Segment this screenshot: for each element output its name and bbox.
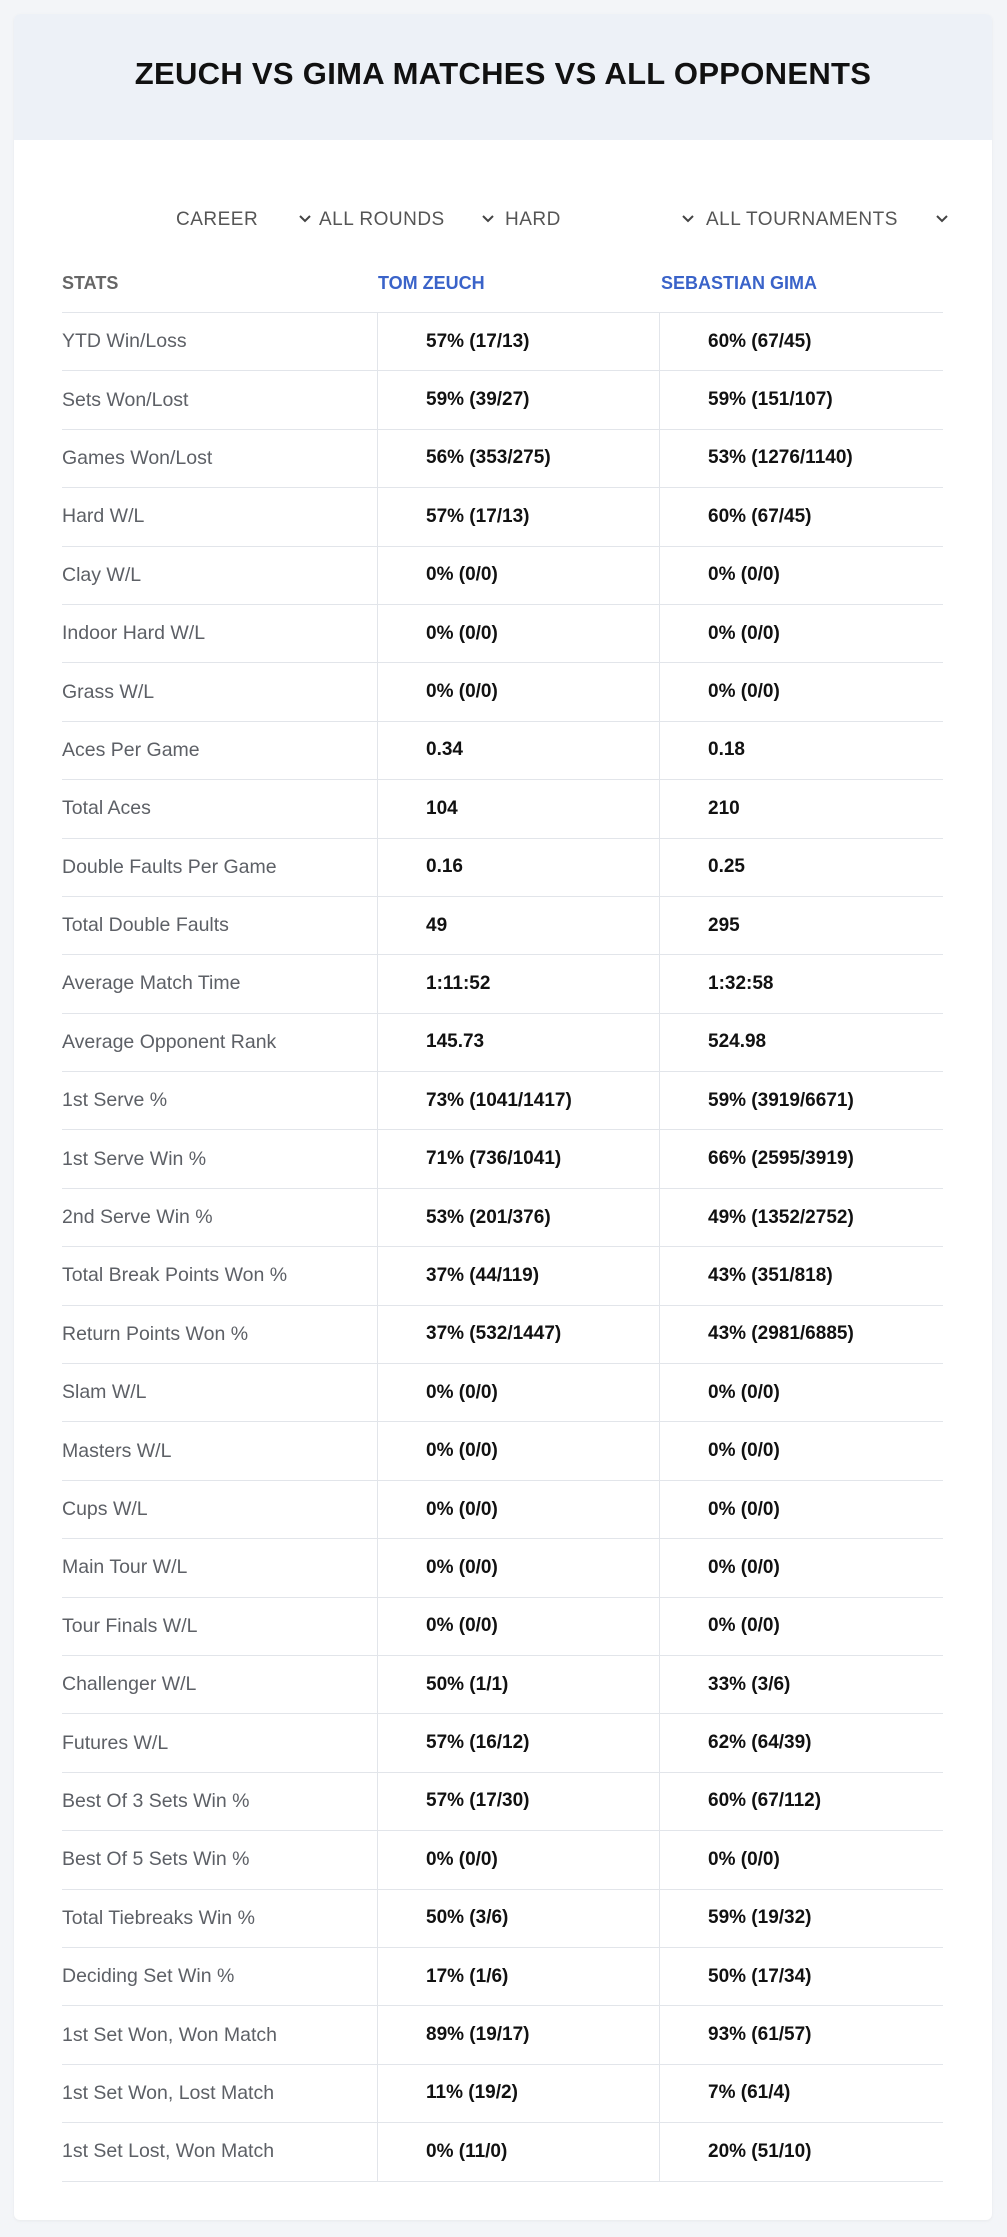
player2-value: 524.98 — [708, 1031, 767, 1053]
table-row — [62, 1539, 943, 1597]
table-row — [62, 722, 943, 780]
tournaments-select[interactable] — [706, 192, 898, 248]
player1-value: 1:11:52 — [426, 972, 491, 994]
player1-value: 57% (17/13) — [426, 505, 530, 527]
player1-value: 50% (3/6) — [426, 1907, 509, 1929]
player2-value: 59% (151/107) — [708, 389, 833, 411]
table-row — [62, 1773, 943, 1831]
stat-label: Cups W/L — [62, 1498, 148, 1520]
player2-value: 0% (0/0) — [708, 1381, 780, 1403]
player1-value: 0% (0/0) — [426, 1848, 498, 1870]
player2-value: 43% (2981/6885) — [708, 1323, 854, 1345]
tournaments-select-value: ALL TOURNAMENTS — [706, 209, 898, 230]
player1-value: 57% (16/12) — [426, 1732, 530, 1754]
stat-label: 1st Set Won, Lost Match — [62, 2081, 275, 2104]
stat-label: Hard W/L — [62, 505, 145, 528]
table-row — [62, 1189, 943, 1247]
table-row — [62, 488, 943, 546]
player1-value: 0.34 — [426, 739, 463, 761]
stat-label: Games Won/Lost — [62, 446, 213, 469]
table-row — [62, 1130, 943, 1188]
table-row — [62, 1481, 943, 1539]
player2-value: 0% (0/0) — [708, 1440, 780, 1462]
stat-label: 1st Set Lost, Won Match — [62, 2140, 275, 2163]
player1-value: 0% (0/0) — [426, 564, 498, 586]
player1-value: 71% (736/1041) — [426, 1148, 562, 1170]
table-row — [62, 663, 943, 721]
table-row — [62, 371, 943, 429]
player2-value: 93% (61/57) — [708, 2024, 812, 2046]
stat-label: Total Tiebreaks Win % — [62, 1906, 255, 1929]
surface-select-value: HARD — [505, 209, 561, 230]
player2-value: 7% (61/4) — [708, 2082, 791, 2104]
player1-value: 104 — [426, 797, 458, 819]
player2-value: 0% (0/0) — [708, 1556, 780, 1578]
stat-label: 1st Set Won, Won Match — [62, 2023, 277, 2046]
table-row — [62, 1598, 943, 1656]
stat-label: Tour Finals W/L — [62, 1614, 198, 1637]
stat-label: YTD Win/Loss — [62, 330, 187, 353]
player2-value: 59% (19/32) — [708, 1907, 812, 1929]
player2-column-header[interactable]: SEBASTIAN GIMA — [661, 273, 818, 293]
table-row — [62, 1656, 943, 1714]
stat-label: Total Aces — [62, 797, 151, 820]
player1-value: 49 — [426, 914, 448, 936]
table-row — [62, 1714, 943, 1772]
table-row — [62, 839, 943, 897]
player1-value: 89% (19/17) — [426, 2024, 530, 2046]
player2-value: 1:32:58 — [708, 972, 774, 994]
table-row — [62, 780, 943, 838]
player1-value: 0% (0/0) — [426, 622, 498, 644]
player2-value: 60% (67/112) — [708, 1790, 822, 1812]
table-row — [62, 1948, 943, 2006]
table-row — [62, 1831, 943, 1889]
table-row — [62, 897, 943, 955]
surface-select[interactable] — [505, 192, 561, 248]
player2-value: 20% (51/10) — [708, 2140, 812, 2162]
table-row — [62, 1890, 943, 1948]
stat-label: Slam W/L — [62, 1381, 147, 1404]
player2-value: 50% (17/34) — [708, 1965, 812, 1987]
player2-value: 0% (0/0) — [708, 1498, 780, 1520]
stat-label: 2nd Serve Win % — [62, 1206, 213, 1229]
stat-label: Average Opponent Rank — [62, 1030, 277, 1053]
table-row — [62, 1014, 943, 1072]
chevron-down-icon — [933, 210, 951, 228]
stat-label: Indoor Hard W/L — [62, 622, 206, 645]
player2-value: 295 — [708, 914, 740, 936]
player2-value: 0% (0/0) — [708, 622, 780, 644]
rounds-select[interactable] — [319, 192, 445, 248]
stat-label: Best Of 3 Sets Win % — [62, 1789, 250, 1812]
player1-value: 53% (201/376) — [426, 1206, 551, 1228]
player1-value: 57% (17/30) — [426, 1790, 530, 1812]
stat-label: Total Double Faults — [62, 914, 229, 937]
player1-value: 37% (532/1447) — [426, 1323, 562, 1345]
player2-value: 49% (1352/2752) — [708, 1206, 854, 1228]
player2-value: 0% (0/0) — [708, 1615, 780, 1637]
player1-value: 57% (17/13) — [426, 330, 530, 352]
player1-value: 56% (353/275) — [426, 447, 551, 469]
player1-value: 0% (0/0) — [426, 1615, 498, 1637]
player2-value: 0.18 — [708, 739, 745, 761]
player1-value: 0% (0/0) — [426, 1440, 498, 1462]
table-row — [62, 955, 943, 1013]
stat-label: Aces Per Game — [62, 738, 200, 761]
player2-value: 43% (351/818) — [708, 1264, 833, 1286]
stat-label: Best Of 5 Sets Win % — [62, 1848, 250, 1871]
player2-value: 66% (2595/3919) — [708, 1148, 854, 1170]
stat-label: Total Break Points Won % — [62, 1264, 288, 1287]
table-row — [62, 430, 943, 488]
player2-value: 59% (3919/6671) — [708, 1089, 854, 1111]
player1-value: 0% (11/0) — [426, 2140, 508, 2162]
stat-label: Double Faults Per Game — [62, 855, 277, 878]
player1-value: 0% (0/0) — [426, 1381, 498, 1403]
chevron-down-icon — [296, 210, 314, 228]
player1-value: 11% (19/2) — [426, 2082, 518, 2104]
chevron-down-icon — [479, 210, 497, 228]
player2-value: 60% (67/45) — [708, 505, 812, 527]
player1-value: 37% (44/119) — [426, 1264, 540, 1286]
player2-value: 62% (64/39) — [708, 1732, 812, 1754]
table-row — [62, 313, 943, 371]
table-row — [62, 605, 943, 663]
stat-label: Return Points Won % — [62, 1322, 249, 1345]
stat-label: Grass W/L — [62, 680, 155, 703]
table-row — [62, 2006, 943, 2064]
stat-label: 1st Serve % — [62, 1089, 168, 1112]
player1-value: 50% (1/1) — [426, 1673, 509, 1695]
stats-column-header: STATS — [62, 273, 119, 293]
stat-label: Challenger W/L — [62, 1673, 197, 1696]
stat-label: Main Tour W/L — [62, 1556, 188, 1579]
player2-value: 0.25 — [708, 856, 745, 878]
player2-value: 53% (1276/1140) — [708, 447, 853, 469]
stats-card — [14, 14, 992, 2220]
stat-label: Deciding Set Win % — [62, 1965, 235, 1988]
table-row — [62, 1422, 943, 1480]
player1-value: 17% (1/6) — [426, 1965, 509, 1987]
player1-value: 0% (0/0) — [426, 681, 498, 703]
stat-label: Futures W/L — [62, 1731, 169, 1754]
player1-value: 73% (1041/1417) — [426, 1089, 572, 1111]
player2-value: 0% (0/0) — [708, 564, 780, 586]
page-title: ZEUCH VS GIMA MATCHES VS ALL OPPONENTS — [134, 56, 872, 91]
rounds-select-value: ALL ROUNDS — [319, 209, 445, 230]
player1-value: 59% (39/27) — [426, 389, 530, 411]
player2-value: 60% (67/45) — [708, 330, 812, 352]
player2-value: 33% (3/6) — [708, 1673, 791, 1695]
table-row — [62, 1247, 943, 1305]
player2-value: 0% (0/0) — [708, 681, 780, 703]
table-row — [62, 1364, 943, 1422]
player1-value: 0% (0/0) — [426, 1498, 498, 1520]
table-row — [62, 547, 943, 605]
table-row — [62, 2065, 943, 2123]
stat-label: 1st Serve Win % — [62, 1147, 207, 1170]
stat-label: Masters W/L — [62, 1439, 172, 1462]
player2-value: 0% (0/0) — [708, 1848, 780, 1870]
table-row — [62, 1306, 943, 1364]
stats-table — [62, 312, 943, 2182]
chevron-down-icon — [679, 210, 697, 228]
player2-value: 210 — [708, 797, 740, 819]
stat-label: Clay W/L — [62, 563, 142, 586]
player1-value: 0% (0/0) — [426, 1556, 498, 1578]
period-select-value: CAREER — [176, 209, 259, 230]
stat-label: Sets Won/Lost — [62, 388, 189, 411]
page-header — [14, 14, 992, 140]
player1-value: 0.16 — [426, 856, 463, 878]
stat-label: Average Match Time — [62, 972, 241, 995]
period-select[interactable] — [176, 192, 258, 248]
table-row — [62, 1072, 943, 1130]
player1-column-header[interactable]: TOM ZEUCH — [378, 273, 485, 293]
table-row — [62, 2123, 943, 2181]
filter-bar — [14, 192, 992, 248]
player1-value: 145.73 — [426, 1031, 485, 1053]
